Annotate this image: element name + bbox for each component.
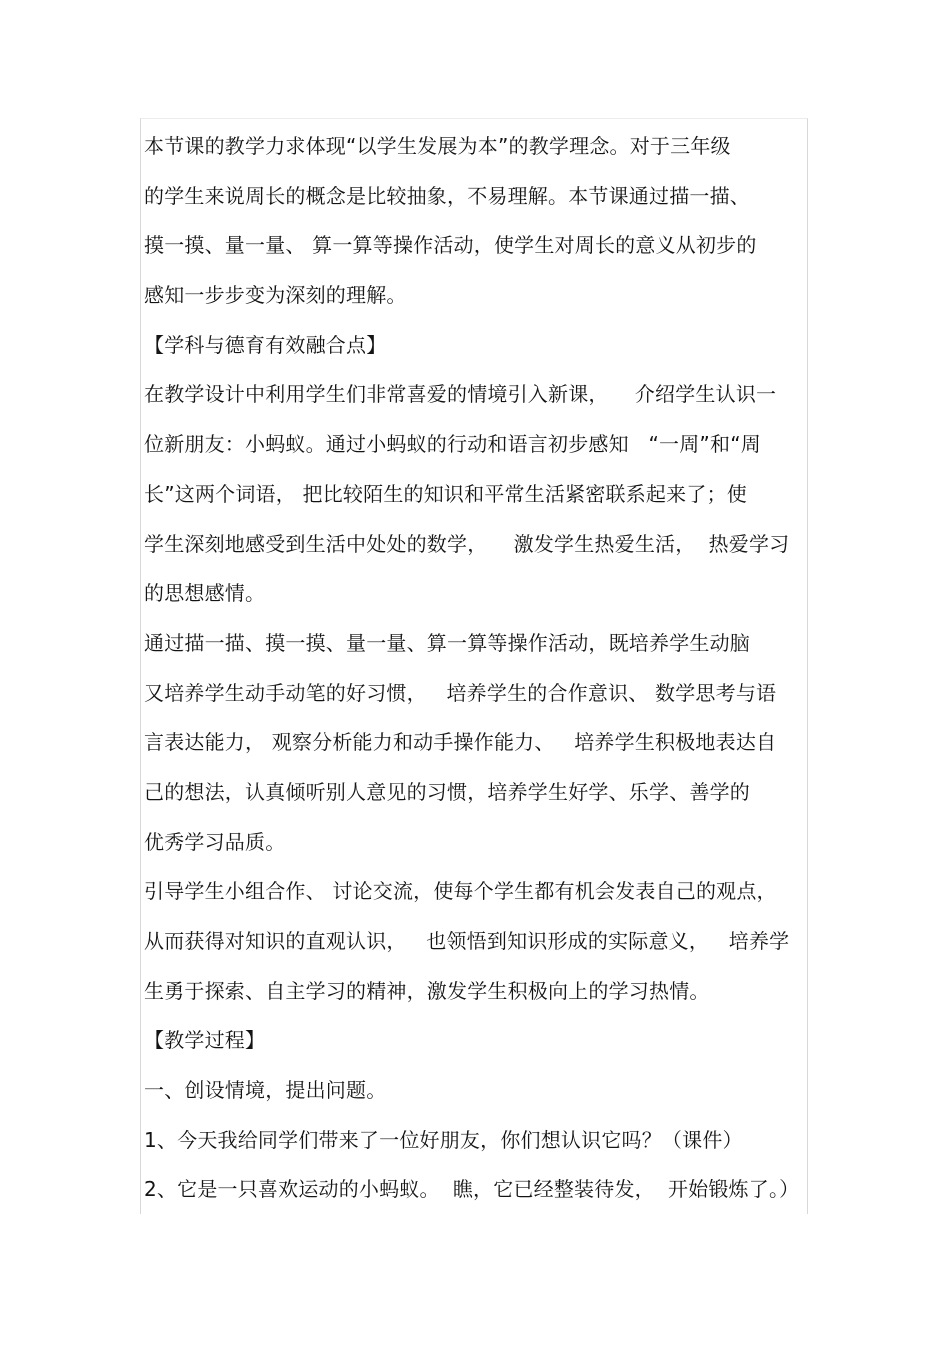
section-heading: 【教学过程】 <box>144 1028 266 1053</box>
paragraph-line: 感知一步步变为深刻的理解。 <box>144 283 407 308</box>
paragraph-line: 生勇于探索、自主学习的精神，激发学生积极向上的学习热情。 <box>144 978 710 1003</box>
paragraph-line: 优秀学习品质。 <box>144 829 286 854</box>
paragraph-line: 长”这两个词语， 把比较陌生的知识和平常生活紧密联系起来了；使 <box>144 481 747 506</box>
document-body <box>144 122 806 1215</box>
paragraph-line: 位新朋友：小蚂蚁。通过小蚂蚁的行动和语言初步感知 “一周”和“周 <box>144 432 761 457</box>
paragraph-line: 本节课的教学力求体现“以学生发展为本”的教学理念。对于三年级 <box>144 134 731 158</box>
paragraph-line: 己的想法，认真倾听别人意见的习惯，培养学生好学、乐学、善学的 <box>144 779 750 804</box>
paragraph-line: 摸一摸、量一量、 算一算等操作活动，使学生对周长的意义从初步的 <box>144 233 757 258</box>
paragraph-line: 引导学生小组合作、 讨论交流，使每个学生都有机会发表自己的观点， <box>144 879 777 904</box>
paragraph-line: 又培养学生动手动笔的好习惯， 培养学生的合作意识、 数学思考与语 <box>144 680 777 705</box>
list-item: 2、它是一只喜欢运动的小蚂蚁。 瞧，它已经整装待发， 开始锻炼了。） <box>144 1177 800 1202</box>
paragraph-line: 言表达能力， 观察分析能力和动手操作能力、 培养学生积极地表达自 <box>144 730 777 755</box>
paragraph-line: 从而获得对知识的直观认识， 也领悟到知识形成的实际意义， 培养学 <box>144 929 790 953</box>
paragraph-line: 学生深刻地感受到生活中处处的数学， 激发学生热爱生活， 热爱学习 <box>144 531 790 556</box>
paragraph-line: 的学生来说周长的概念是比较抽象，不易理解。本节课通过描一描、 <box>144 183 750 208</box>
list-item: 1、今天我给同学们带来了一位好朋友，你们想认识它吗？（课件） <box>144 1127 743 1152</box>
step-heading: 一、创设情境，提出问题。 <box>144 1078 387 1103</box>
paragraph-line: 的思想感情。 <box>144 581 266 606</box>
section-heading: 【学科与德育有效融合点】 <box>144 332 387 357</box>
paragraph-line: 通过描一描、摸一摸、量一量、算一算等操作活动，既培养学生动脑 <box>144 630 750 655</box>
paragraph-line: 在教学设计中利用学生们非常喜爱的情境引入新课， 介绍学生认识一 <box>144 382 777 407</box>
